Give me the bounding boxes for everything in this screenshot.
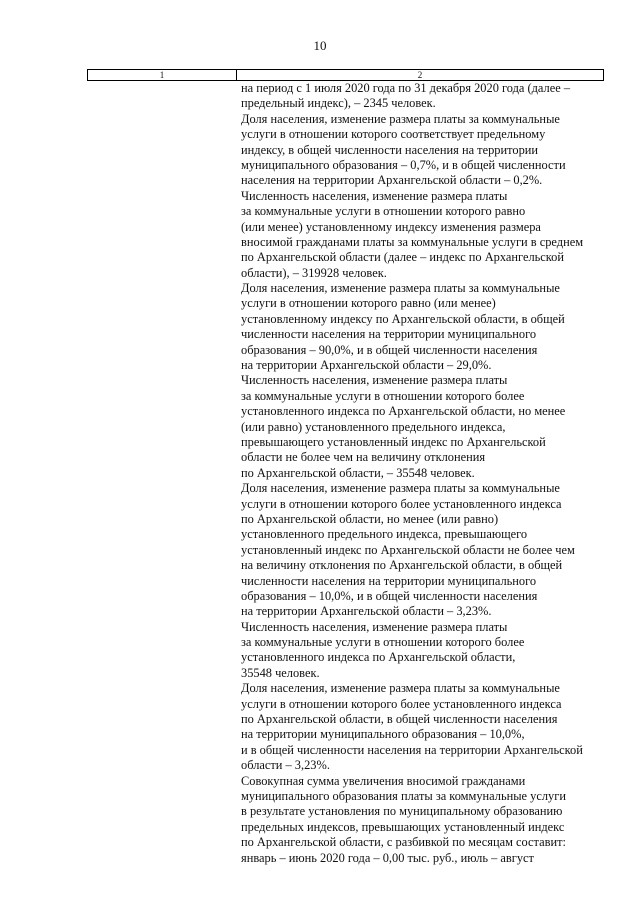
text-line: на территории Архангельской области – 3,23%. [241, 604, 492, 619]
text-line: Доля населения, изменение размера платы за коммунальные [241, 681, 560, 696]
text-line: населения на территории Архангельской области – 0,2%. [241, 173, 543, 188]
text-line: по Архангельской области (далее – индекс по Архангельской [241, 250, 564, 265]
text-line: 35548 человек. [241, 665, 320, 680]
text-line: за коммунальные услуги в отношении которого более [241, 388, 525, 403]
text-line: Численность населения, изменение размера платы [241, 373, 508, 388]
text-line: предельный индекс), – 2345 человек. [241, 96, 436, 111]
text-line: области – 3,23%. [241, 758, 330, 773]
text-line: Доля населения, изменение размера платы за коммунальные [241, 481, 560, 496]
text-line: в результате установления по муниципальному образованию [241, 804, 563, 819]
column-1-header: 1 [88, 70, 237, 80]
table-header-row [87, 69, 604, 81]
document-body-text [241, 81, 605, 866]
text-line: по Архангельской области, – 35548 человек. [241, 465, 475, 480]
text-line: установленного индекса по Архангельской области, но менее [241, 404, 566, 419]
text-line: установленному индексу по Архангельской области, в общей [241, 311, 565, 326]
text-line: на территории муниципального образования – 10,0%, [241, 727, 525, 742]
text-line: за коммунальные услуги в отношении которого равно [241, 204, 526, 219]
text-line: по Архангельской области, в общей численности населения [241, 712, 558, 727]
text-line: и в общей численности населения на территории Архангельской [241, 742, 583, 757]
text-line: вносимой гражданами платы за коммунальные услуги в среднем [241, 234, 584, 249]
text-line: образования – 10,0%, и в общей численности населения [241, 588, 538, 603]
text-line: установленный индекс по Архангельской области не более чем [241, 542, 575, 557]
text-line: услуги в отношении которого равно (или менее) [241, 296, 496, 311]
text-line: образования – 90,0%, и в общей численности населения [241, 342, 538, 357]
text-line: численности населения на территории муниципального [241, 573, 537, 588]
text-line: муниципального образования платы за коммунальные услуги [241, 788, 566, 803]
text-line: Совокупная сумма увеличения вносимой гражданами [241, 773, 526, 788]
text-line: Доля населения, изменение размера платы за коммунальные [241, 281, 560, 296]
text-line: на величину отклонения по Архангельской области, в общей [241, 558, 563, 573]
text-line: установленного предельного индекса, превышающего [241, 527, 528, 542]
text-line: январь – июнь 2020 года – 0,00 тыс. руб., июль – август [241, 850, 534, 865]
text-line: Доля населения, изменение размера платы за коммунальные [241, 111, 560, 126]
text-line: услуги в отношении которого более установленного индекса [241, 696, 562, 711]
text-line: индексу, в общей численности населения на территории [241, 142, 539, 157]
text-line: муниципального образования – 0,7%, и в общей численности [241, 157, 566, 172]
text-line: (или равно) установленного предельного индекса, [241, 419, 506, 434]
text-line: области не более чем на величину отклонения [241, 450, 486, 465]
text-line: численности населения на территории муниципального [241, 327, 537, 342]
text-line: услуги в отношении которого соответствует предельному [241, 127, 546, 142]
text-line: за коммунальные услуги в отношении которого более [241, 635, 525, 650]
text-line: Численность населения, изменение размера платы [241, 188, 508, 203]
text-line: области), – 319928 человек. [241, 265, 387, 280]
text-line: превышающего установленный индекс по Архангельской [241, 434, 546, 449]
text-line: услуги в отношении которого более установленного индекса [241, 496, 562, 511]
column-2-header: 2 [417, 70, 423, 80]
text-line: установленного индекса по Архангельской области, [241, 650, 516, 665]
text-line: Численность населения, изменение размера платы [241, 619, 508, 634]
text-line: по Архангельской области, но менее (или равно) [241, 511, 499, 526]
text-line: по Архангельской области, с разбивкой по месяцам составит: [241, 835, 566, 850]
page-number: 10 [313, 38, 327, 53]
text-line: на период с 1 июля 2020 года по 31 декабря 2020 года (далее – [241, 81, 571, 95]
text-line: на территории Архангельской области – 29,0%. [241, 358, 492, 373]
text-line: (или менее) установленному индексу изменения размера [241, 219, 541, 234]
text-line: предельных индексов, превышающих установленный индекс [241, 819, 565, 834]
